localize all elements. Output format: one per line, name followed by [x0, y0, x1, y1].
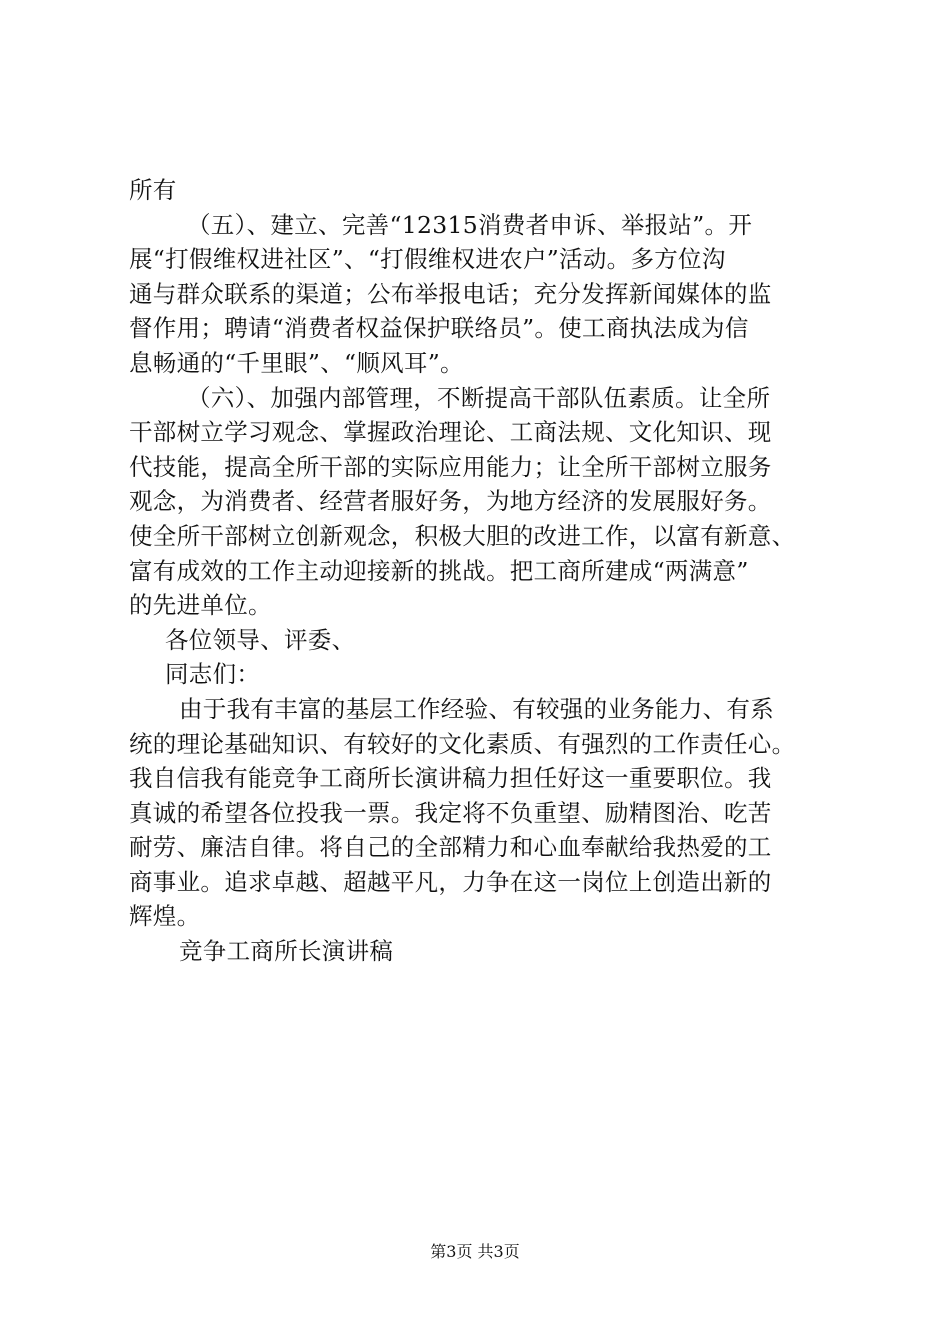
text-line: 由于我有丰富的基层工作经验、有较强的业务能力、有系: [179, 694, 774, 723]
page-footer: 第3页 共3页: [430, 1242, 520, 1261]
text-line: 各位领导、评委、: [165, 625, 356, 654]
text-line: 观念，为消费者、经营者服好务，为地方经济的发展服好务。: [129, 487, 772, 516]
text-line: 商事业。追求卓越、超越平凡，力争在这一岗位上创造出新的: [129, 867, 772, 896]
text-line: 富有成效的工作主动迎接新的挑战。把工商所建成“两满意”: [129, 556, 749, 585]
text-line: 竞争工商所长演讲稿: [179, 937, 394, 966]
text-line: 干部树立学习观念、掌握政治理论、工商法规、文化知识、现: [129, 418, 772, 447]
text-line: 统的理论基础知识、有较好的文化素质、有强烈的工作责任心。: [129, 729, 796, 758]
text-line: （六）、加强内部管理，不断提高干部队伍素质。让全所: [187, 383, 771, 412]
text-line: 息畅通的“千里眼”、“顺风耳”。: [129, 348, 464, 377]
text-line: 使全所干部树立创新观念，积极大胆的改进工作，以富有新意、: [129, 521, 796, 550]
text-line: 我自信我有能竞争工商所长演讲稿力担任好这一重要职位。我: [129, 764, 772, 793]
text-line: 辉煌。: [129, 902, 201, 931]
text-line: 通与群众联系的渠道；公布举报电话；充分发挥新闻媒体的监: [129, 279, 772, 308]
text-line: 展“打假维权进社区”、“打假维权进农户”活动。多方位沟: [129, 245, 726, 274]
text-line: 真诚的希望各位投我一票。我定将不负重望、励精图治、吃苦: [129, 798, 772, 827]
text-line: 所有: [129, 176, 177, 204]
text-line: 代技能，提高全所干部的实际应用能力；让全所干部树立服务: [129, 452, 772, 481]
text-line: 同志们：: [165, 660, 261, 689]
text-line: （五）、建立、完善“12315消费者申诉、举报站”。开: [187, 210, 753, 239]
document-body: [129, 173, 849, 969]
text-line: 的先进单位。: [129, 591, 272, 620]
text-line: 督作用；聘请“消费者权益保护联络员”。使工商执法成为信: [129, 314, 749, 343]
text-line: 耐劳、廉洁自律。将自己的全部精力和心血奉献给我热爱的工: [129, 833, 772, 862]
